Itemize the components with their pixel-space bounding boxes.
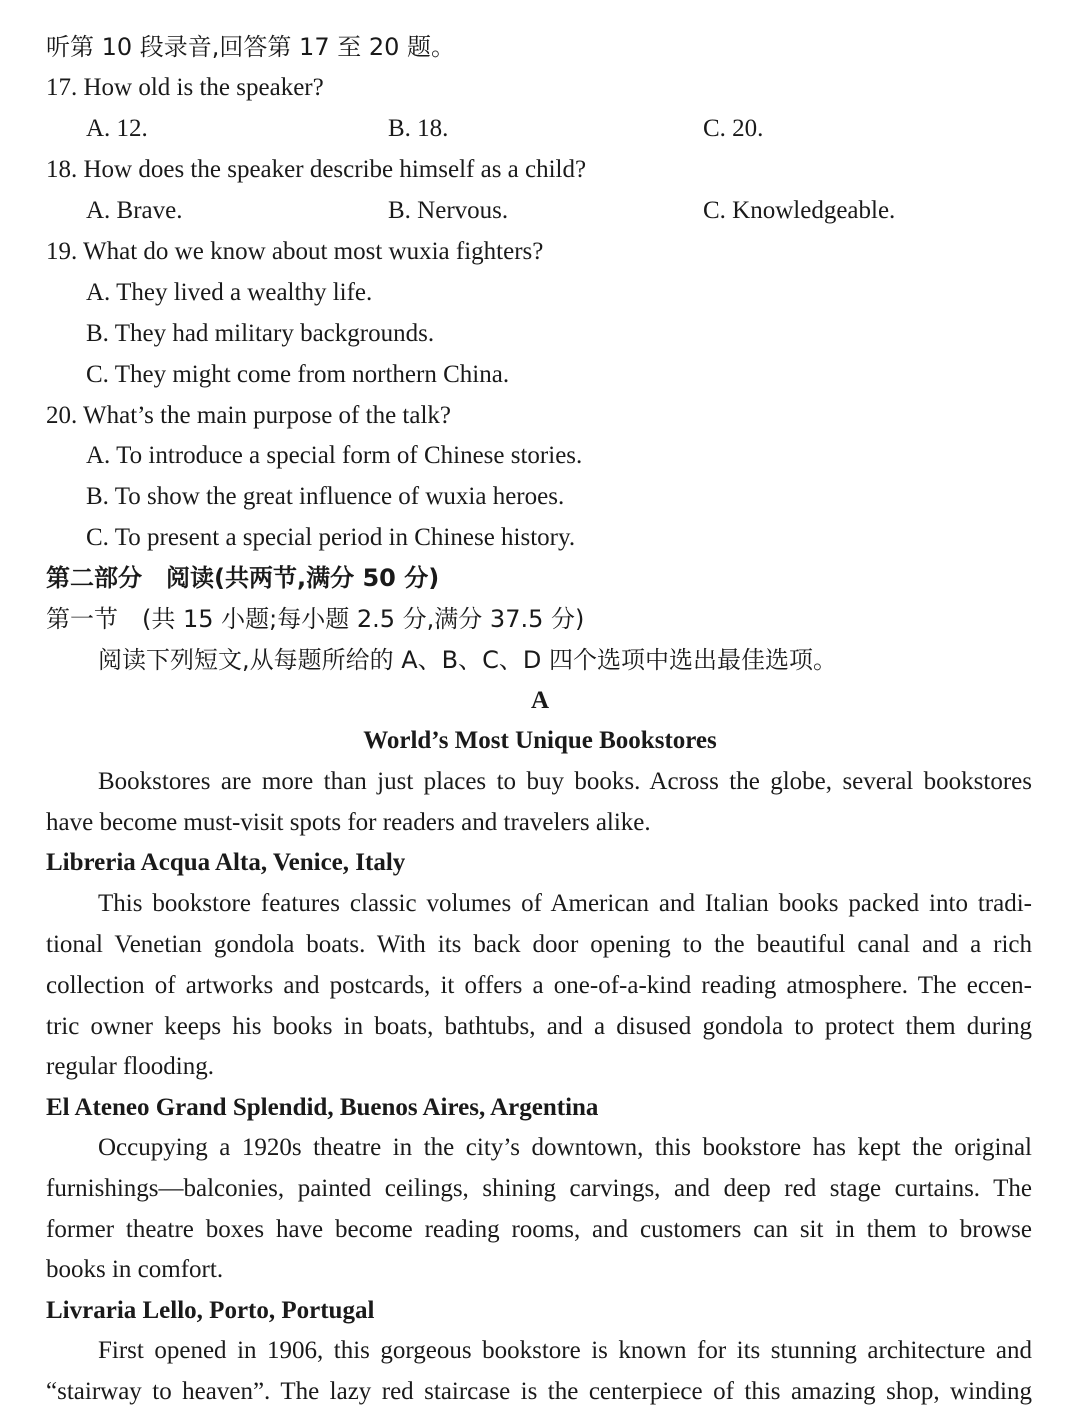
store1-line-5: regular flooding. [46, 1053, 215, 1080]
store-heading-acqua-alta: Libreria Acqua Alta, Venice, Italy [46, 849, 406, 876]
passage-title: World’s Most Unique Bookstores [363, 727, 717, 754]
question-20-option-c: C. To present a special period in Chinese history. [86, 524, 576, 551]
part2-heading: 第二部分 阅读(共两节,满分 50 分) [46, 564, 440, 592]
store1-line-2: tional Venetian gondola boats. With its back door opening to the beautiful canal and a rich [46, 931, 1032, 958]
question-20-option-a: A. To introduce a special form of Chinese stories. [86, 442, 583, 469]
store2-line-1: Occupying a 1920s theatre in the city’s downtown, this bookstore has kept the original [98, 1134, 1032, 1161]
question-17-option-a: A. 12. [86, 115, 148, 142]
store3-line-2: “stairway to heaven”. The lazy red staircase is the centerpiece of this amazing shop, winding [46, 1378, 1032, 1405]
question-18-stem: 18. How does the speaker describe himself as a child? [46, 156, 587, 183]
intro-line-1: Bookstores are more than just places to buy books. Across the globe, several bookstores [98, 768, 1032, 795]
intro-line-2: have become must-visit spots for readers and travelers alike. [46, 809, 651, 836]
store1-line-4: tric owner keeps his books in boats, bathtubs, and a disused gondola to protect them during [46, 1013, 1032, 1040]
question-20-option-b: B. To show the great influence of wuxia heroes. [86, 483, 565, 510]
question-20-stem: 20. What’s the main purpose of the talk? [46, 402, 451, 429]
reading-directions: 阅读下列短文,从每题所给的 A、B、C、D 四个选项中选出最佳选项。 [98, 646, 838, 674]
question-18-option-c: C. Knowledgeable. [703, 197, 896, 224]
store1-line-3: collection of artworks and postcards, it offers a one-of-a-kind reading atmosphere. The eccen- [46, 972, 1032, 999]
store1-line-1: This bookstore features classic volumes of American and Italian books packed into tradi- [98, 890, 1032, 917]
question-17-stem: 17. How old is the speaker? [46, 74, 324, 101]
part2-section1-heading: 第一节 (共 15 小题;每小题 2.5 分,满分 37.5 分) [46, 605, 585, 633]
question-18-option-b: B. Nervous. [388, 197, 509, 224]
store-heading-el-ateneo: El Ateneo Grand Splendid, Buenos Aires, Argentina [46, 1094, 599, 1121]
question-19-option-c: C. They might come from northern China. [86, 361, 510, 388]
store3-line-1: First opened in 1906, this gorgeous bookstore is known for its stunning architecture and [98, 1337, 1032, 1364]
question-17-option-c: C. 20. [703, 115, 764, 142]
question-19-option-b: B. They had military backgrounds. [86, 320, 435, 347]
store2-line-2: furnishings—balconies, painted ceilings, shining carvings, and deep red stage curtains. The [46, 1175, 1032, 1202]
store2-line-3: former theatre boxes have become reading rooms, and customers can sit in them to browse [46, 1216, 1032, 1243]
store2-line-4: books in comfort. [46, 1256, 224, 1283]
question-18-option-a: A. Brave. [86, 197, 183, 224]
question-19-option-a: A. They lived a wealthy life. [86, 279, 373, 306]
passage-letter: A [530, 687, 550, 714]
store-heading-livraria-lello: Livraria Lello, Porto, Portugal [46, 1297, 375, 1324]
question-17-option-b: B. 18. [388, 115, 449, 142]
listening-instruction: 听第 10 段录音,回答第 17 至 20 题。 [46, 33, 456, 61]
question-19-stem: 19. What do we know about most wuxia fighters? [46, 238, 544, 265]
